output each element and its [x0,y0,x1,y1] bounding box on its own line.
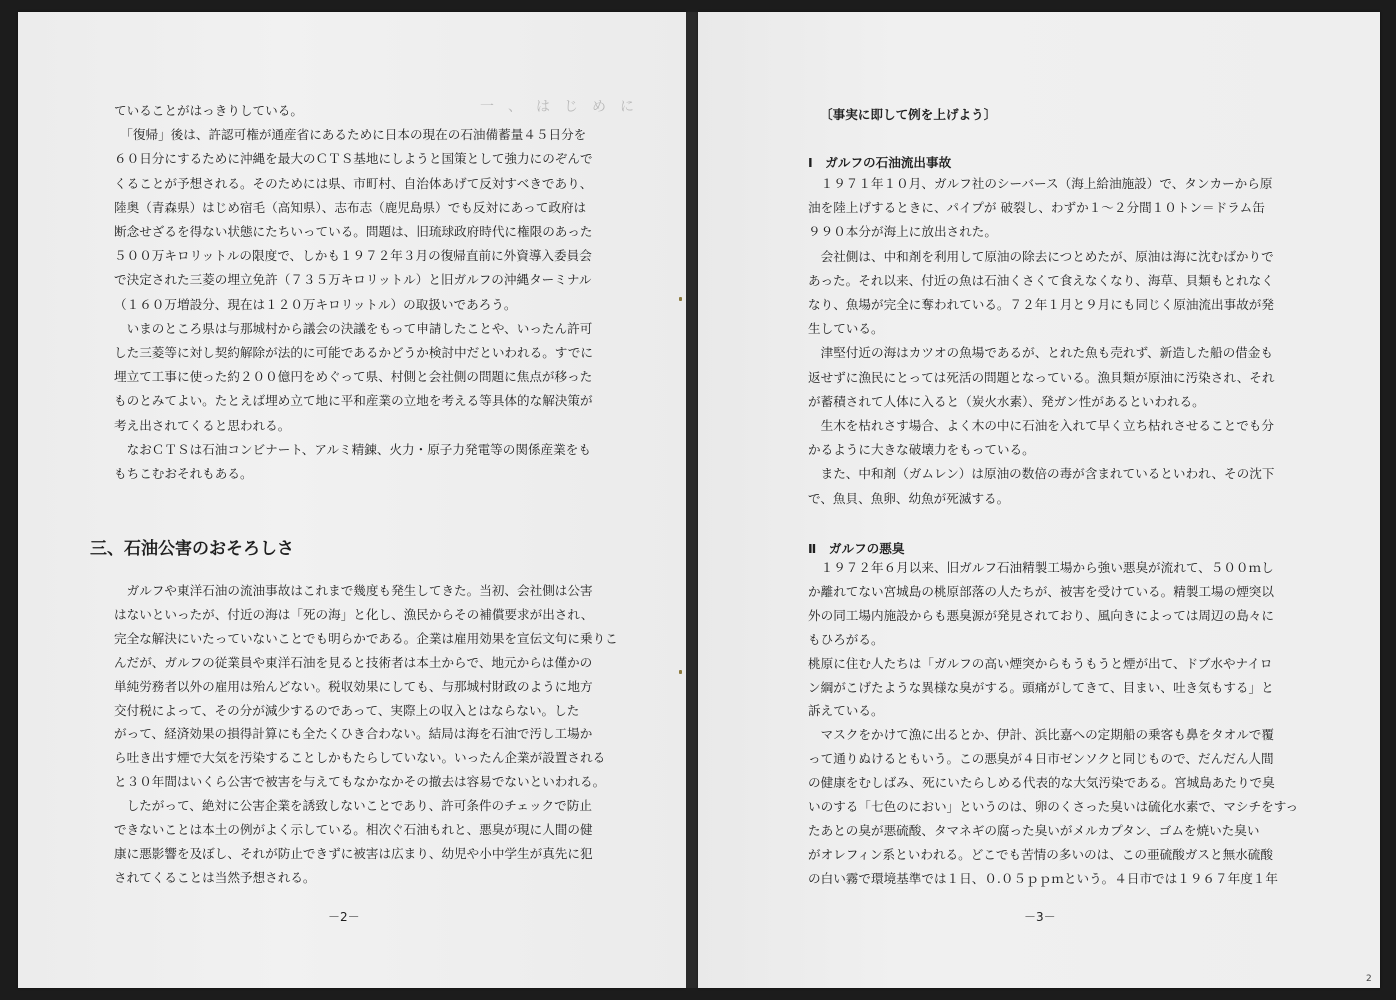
text-line: 交付税によって、その分が減少するのであって、実際上の収入とはならない。した [114,702,580,718]
right-page [698,12,1380,988]
text-line: １９７１年１０月、ガルフ社のシーバース（海上給油施設）で、タンカーから原 [808,176,1273,191]
text-line: 埋立て工事に使った約２００億円をめぐって県、村側と会社側の問題に焦点が移った [114,369,593,385]
text-line: 油を陸上げするときに、パイプが 破裂し、わずか１～２分間１０トン＝ドラム缶 [808,200,1265,216]
section-2-heading: Ⅱ ガルフの悪臭 [808,541,905,556]
text-line: 考え出されてくると思われる。 [114,417,291,433]
text-line: って通りぬけるともいう。この悪臭が４日市ゼンソクと同じもので、だんだん人間 [808,751,1274,767]
text-line: 訴えている。 [808,703,884,719]
text-line: した三菱等に対し契約解除が法的に可能であるかどうか検討中だといわれる。すでに [114,345,593,360]
staple-mark [679,297,682,301]
text-line: が蓄積されて人体に入ると（炭火水素）、発ガン性があるといわれる。 [808,393,1205,409]
text-line: マスクをかけて漁に出るとか、伊計、浜比嘉への定期船の乗客も鼻をタオルで覆 [808,727,1274,743]
text-line: いのする「七色のにおい」というのは、卵のくさった臭いは硫化水素で、マシチをすっ [808,799,1299,814]
section-1-heading: Ⅰ ガルフの石油流出事故 [808,155,952,170]
text-line: か離れてない宮城島の桃原部落の人たちが、被害を受けている。精製工場の煙突以 [808,583,1274,599]
text-line: ５００万キロリットルの限度で、しかも１９７２年３月の復帰直前に外資導入委員会 [114,248,592,264]
text-line: ものとみてよい。たとえば埋め立て地に平和産業の立地を考える等具体的な解決策が [114,393,593,409]
text-line: ９９０本分が海上に放出された。 [808,224,997,240]
text-line: くることが予想される。そのためには県、市町村、自治体あげて反対すべきであり、 [114,175,593,191]
text-line: 陸奥（青森県）はじめ宿毛（高知県）、志布志（鹿児島県）でも反対にあって政府は [114,199,587,215]
text-line: 生している。 [808,321,884,337]
text-line: もちこむおそれもある。 [114,466,253,481]
corner-page-mark: 2 [1366,974,1372,984]
text-line: できないことは本土の例がよく示している。相次ぐ石油もれと、悪臭が現に人間の健 [114,822,593,837]
text-line: 「復帰」後は、許認可権が通産省にあるために日本の現在の石油備蓄量４５日分を [114,127,587,143]
text-line: がオレフィン系といわれる。どこでも苦情の多いのは、この亜硫酸ガスと無水硫酸 [808,846,1273,862]
text-line: （１６０万増設分、現在は１２０万キロリットル）の取扱いであろう。 [114,296,517,312]
text-line: 完全な解決にいたっていないことでも明らかである。企業は雇用効果を宣伝文句に乗りこ [114,630,618,646]
text-line: 返せずに漁民にとっては死活の問題となっている。漁貝類が原油に汚染され、それ [808,369,1275,385]
text-line: で決定された三菱の埋立免許（７３５万キロリットル）と旧ガルフの沖縄ターミナル [114,272,592,288]
text-line: １９７２年６月以来、旧ガルフ石油精製工場から強い悪臭が流れて、５００ｍし [808,560,1274,575]
book-gutter [686,12,698,988]
text-line: の健康をむしばみ、死にいたらしめる代表的な大気汚染である。宮城島あたりで臭 [808,775,1275,791]
text-line: また、中和剤（ガムレン）は原油の数倍の毒が含まれているといわれ、その沈下 [808,466,1275,482]
text-line: 単純労務者以外の雇用は殆んどない。税収効果にしても、与那城村財政のように地方 [114,678,593,694]
staple-mark [679,670,682,674]
text-line: 津堅付近の海はカツオの魚場であるが、とれた魚も売れず、新造した船の借金も [808,345,1273,361]
left-page [18,12,686,988]
text-line: と３０年間はいくら公害で被害を与えてもなかなかその撤去は容易でないといわれる。 [114,774,606,790]
section-heading-3: 三、石油公害のおそろしさ [90,539,294,559]
text-line: 康に悪影響を及ぼし、それが防止できずに被害は広まり、幼児や小中学生が真先に犯 [114,845,593,861]
text-line: ン綱がこげたような異様な臭がする。頭痛がしてきて、目まい、吐き気もする」と [808,679,1274,695]
text-line: 断念せざるを得ない状態にたちいっている。問題は、旧琉球政府時代に権限のあった [114,224,593,239]
text-line: はないといったが、付近の海は「死の海」と化し、漁民からその補償要求が出され、 [114,606,594,622]
lead-heading: 〔事実に即して例を上げよう〕 [820,107,997,122]
text-line: なり、魚場が完全に奪われている。７２年１月と９月にも同じく原油流出事故が発 [808,297,1274,312]
text-line: の白い霧で環境基準では１日、０.０５ｐｐｍという。４日市では１９６７年度１年 [808,870,1278,886]
text-line: いまのところ県は与那城村から議会の決議をもって申請したことや、いったん許可 [114,320,593,336]
text-line: 会社側は、中和剤を利用して原油の除去につとめたが、原油は海に沈むばかりで [808,248,1274,264]
right-folio: －3－ [1024,910,1056,924]
text-line: んだが、ガルフの従業員や東洋石油を見ると技術者は本土からで、地元からは僅かの [114,654,593,670]
text-line: 外の同工場内施設からも悪臭源が発見されており、風向きによっては周辺の島々に [808,607,1274,623]
text-line: がって、経済効果の損得計算にも全たくひき合わない。結局は海を石油で汚し工場か [114,726,593,742]
text-line: したがって、絶対に公害企業を誘致しないことであり、許可条件のチェックで防止 [114,798,592,814]
text-line: ら吐き出す煙で大気を汚染することしかもたらしていない。いったん企業が設置される [114,750,606,766]
text-line: なおＣＴＳは石油コンビナート、アルミ精錬、火力・原子力発電等の関係産業をも [114,441,591,457]
left-folio: －2－ [328,910,360,924]
text-line: ６０日分にするために沖縄を最大のＣＴＳ基地にしようと国策として強力にのぞんで [114,151,593,167]
text-line: ガルフや東洋石油の流油事故はこれまで幾度も発生してきた。当初、会社側は公害 [114,583,593,598]
text-line: されてくることは当然予想される。 [114,869,316,885]
text-line: ていることがはっきりしている。 [114,103,303,118]
text-line: もひろがる。 [808,631,884,647]
text-line: あった。それ以来、付近の魚は石油くさくて食えなくなり、海草、貝類もとれなく [808,272,1274,288]
show-through-heading: 一、はじめに [480,99,648,115]
text-line: 桃原に住む人たちは「ガルフの高い煙突からもうもうと煙が出て、ドブ水やナイロ [808,655,1273,671]
text-line: 生木を枯れさす場合、よく木の中に石油を入れて早く立ち枯れさせることでも分 [808,418,1274,433]
text-line: かるように大きな破壊力をもっている。 [808,442,1035,458]
text-line: たあとの臭が悪硫酸、タマネギの腐った臭いがメルカプタン、ゴムを焼いた臭い [808,822,1260,838]
text-line: で、魚貝、魚卵、幼魚が死滅する。 [808,490,1010,506]
